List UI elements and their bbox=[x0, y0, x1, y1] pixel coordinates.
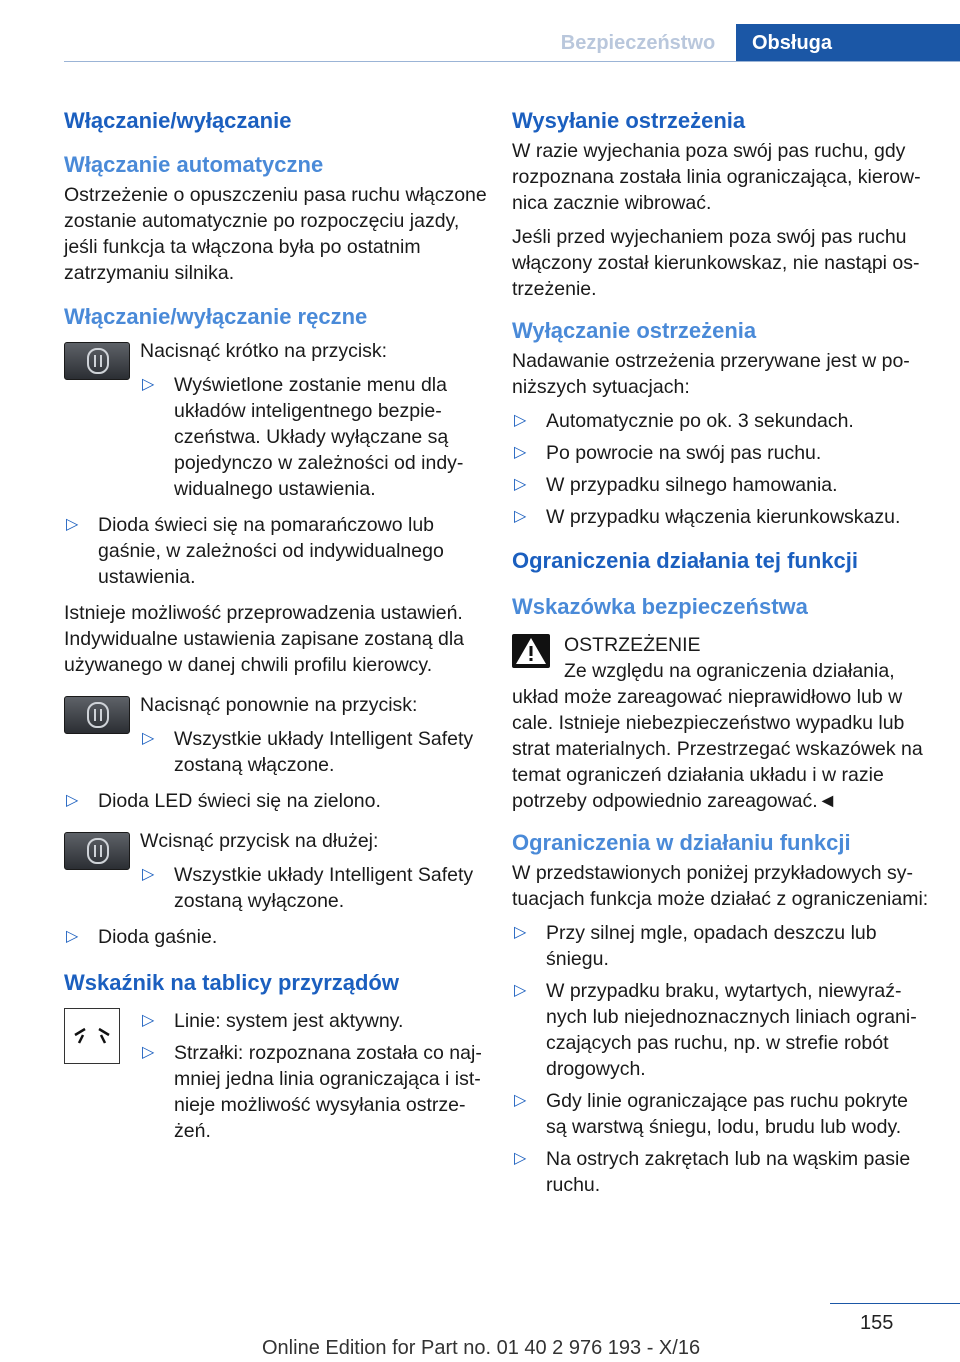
press2-text: Nacisnąć ponownie na przycisk: bbox=[140, 694, 418, 716]
lane-indicator-icon bbox=[64, 1008, 120, 1064]
para-profile: Istnieje możliwość przeprowadzenia ustawień. Indywidualne ustawienia zapisane zostaną dla używanego w danej chwili profilu kierowcy. bbox=[64, 602, 465, 676]
list-item: ▷ Gdy linie ograniczające pas ruchu pokryte są warstwą śniegu, lodu, brudu lub wody. bbox=[514, 1090, 909, 1138]
list-item: ▷ W przypadku silnego hamowania. bbox=[514, 474, 838, 496]
press2-list bbox=[140, 726, 488, 778]
safety-button-icon bbox=[64, 342, 130, 380]
safety-button-icon bbox=[64, 832, 130, 870]
heading-limits: Ograniczenia działania tej funkcji bbox=[512, 548, 858, 573]
para-send-1: W razie wyjechania poza swój pas ruchu, gdy rozpoznana została linia ograniczająca, kierownica zacznie wibrować. bbox=[512, 140, 921, 214]
heading-off: Wyłączanie ostrzeżenia bbox=[512, 318, 757, 343]
list-item: ▷ Wszystkie układy Intelligent Safety zostaną wyłączone. bbox=[142, 864, 474, 912]
list-item: ▷ Dioda gaśnie. bbox=[66, 926, 218, 948]
footer-rule bbox=[830, 1303, 960, 1304]
button-row-1 bbox=[64, 338, 488, 502]
list-item: ▷ Dioda LED świeci się na zielono. bbox=[66, 790, 381, 812]
off-list bbox=[512, 408, 932, 530]
indicator-row bbox=[64, 1008, 488, 1144]
button-row-2 bbox=[64, 692, 488, 778]
list-item: ▷ Strzałki: rozpoznana została co najmniej jedna linia ograniczająca i istnieje możliwość wysyłania ostrzeżeń. bbox=[142, 1042, 482, 1142]
led2-list bbox=[64, 788, 488, 814]
heading-safety: Wskazówka bezpieczeństwa bbox=[512, 594, 808, 619]
limits-list bbox=[512, 920, 932, 1198]
header-chapter[interactable]: Obsługa bbox=[736, 24, 960, 62]
heading-indicator: Wskaźnik na tablicy przyrządów bbox=[64, 970, 399, 995]
button-row-3 bbox=[64, 828, 488, 914]
para-send-2: Jeśli przed wyjechaniem poza swój pas ruchu włączony został kierunkowskaz, nie nastąpi ostrzeżenie. bbox=[512, 226, 920, 300]
heading-auto: Włączanie automatyczne bbox=[64, 152, 324, 177]
list-item: ▷ W przypadku braku, wytartych, niewyraźnych lub niejednoznacznych liniach ograniczających pas ruchu, np. w strefie robót drogowych. bbox=[514, 980, 917, 1080]
list-item: ▷ Po powrocie na swój pas ruchu. bbox=[514, 442, 822, 464]
press3-list bbox=[140, 862, 488, 914]
list-item: ▷ Wyświetlone zostanie menu dla układów inteligentnego bezpieczeństwa. Układy wyłączane są pojedynczo w zależności od indywidualnego ustawienia. bbox=[142, 374, 464, 500]
heading-onoff: Włączanie/wyłączanie bbox=[64, 108, 292, 133]
press1-text: Nacisnąć krótko na przycisk: bbox=[140, 340, 388, 362]
warning-block bbox=[512, 632, 932, 814]
led1-list bbox=[64, 512, 488, 590]
warning-title: OSTRZEŻENIE bbox=[564, 634, 701, 656]
page-number: 155 bbox=[860, 1312, 894, 1334]
list-item: ▷ Automatycznie po ok. 3 sekundach. bbox=[514, 410, 854, 432]
edition-footer: Online Edition for Part no. 01 40 2 976 193 - X/16 bbox=[262, 1337, 701, 1359]
header-section[interactable]: Bezpieczeństwo bbox=[560, 32, 716, 54]
warning-text: Ze względu na ograniczenia działania, układ może zareagować nieprawidłowo lub w cale. Istnieje niebezpieczeństwo wypadku lub strat materialnych. Przestrzegać wskazówek na temat ograniczeń działania układu i w razie potrzeby odpowiednio zareagować.◄ bbox=[512, 660, 923, 812]
para-limits2: W przedstawionych poniżej przykładowych sytuacjach funkcja może działać z ograniczeniami: bbox=[512, 862, 929, 910]
para-auto: Ostrzeżenie o opuszczeniu pasa ruchu włączone zostanie automatycznie po rozpoczęciu jazdy, jeśli funkcja ta włączona była po ostatnim zatrzymaniu silnika. bbox=[64, 184, 487, 284]
heading-send: Wysyłanie ostrzeżenia bbox=[512, 108, 746, 133]
header-rule bbox=[64, 61, 960, 62]
right-column bbox=[512, 96, 932, 1208]
safety-button-icon bbox=[64, 696, 130, 734]
list-item: ▷ Przy silnej mgle, opadach deszczu lub śniegu. bbox=[514, 922, 877, 970]
list-item: ▷ Linie: system jest aktywny. bbox=[142, 1010, 404, 1032]
heading-limits2: Ograniczenia w działaniu funkcji bbox=[512, 830, 851, 855]
left-column bbox=[64, 96, 488, 1154]
para-off: Nadawanie ostrzeżenia przerywane jest w poniższych sytuacjach: bbox=[512, 350, 910, 398]
heading-manual: Włączanie/wyłączanie ręczne bbox=[64, 304, 368, 329]
press3-text: Wcisnąć przycisk na dłużej: bbox=[140, 830, 379, 852]
list-item: ▷ Dioda świeci się na pomarańczowo lub gaśnie, w zależności od indywidualnego ustawienia. bbox=[66, 514, 444, 588]
list-item: ▷ Na ostrych zakrętach lub na wąskim pasie ruchu. bbox=[514, 1148, 911, 1196]
indicator-list bbox=[140, 1008, 488, 1144]
led3-list bbox=[64, 924, 488, 950]
warning-triangle-icon bbox=[512, 634, 550, 668]
press1-list bbox=[140, 372, 488, 502]
list-item: ▷ W przypadku włączenia kierunkowskazu. bbox=[514, 506, 901, 528]
list-item: ▷ Wszystkie układy Intelligent Safety zostaną włączone. bbox=[142, 728, 474, 776]
